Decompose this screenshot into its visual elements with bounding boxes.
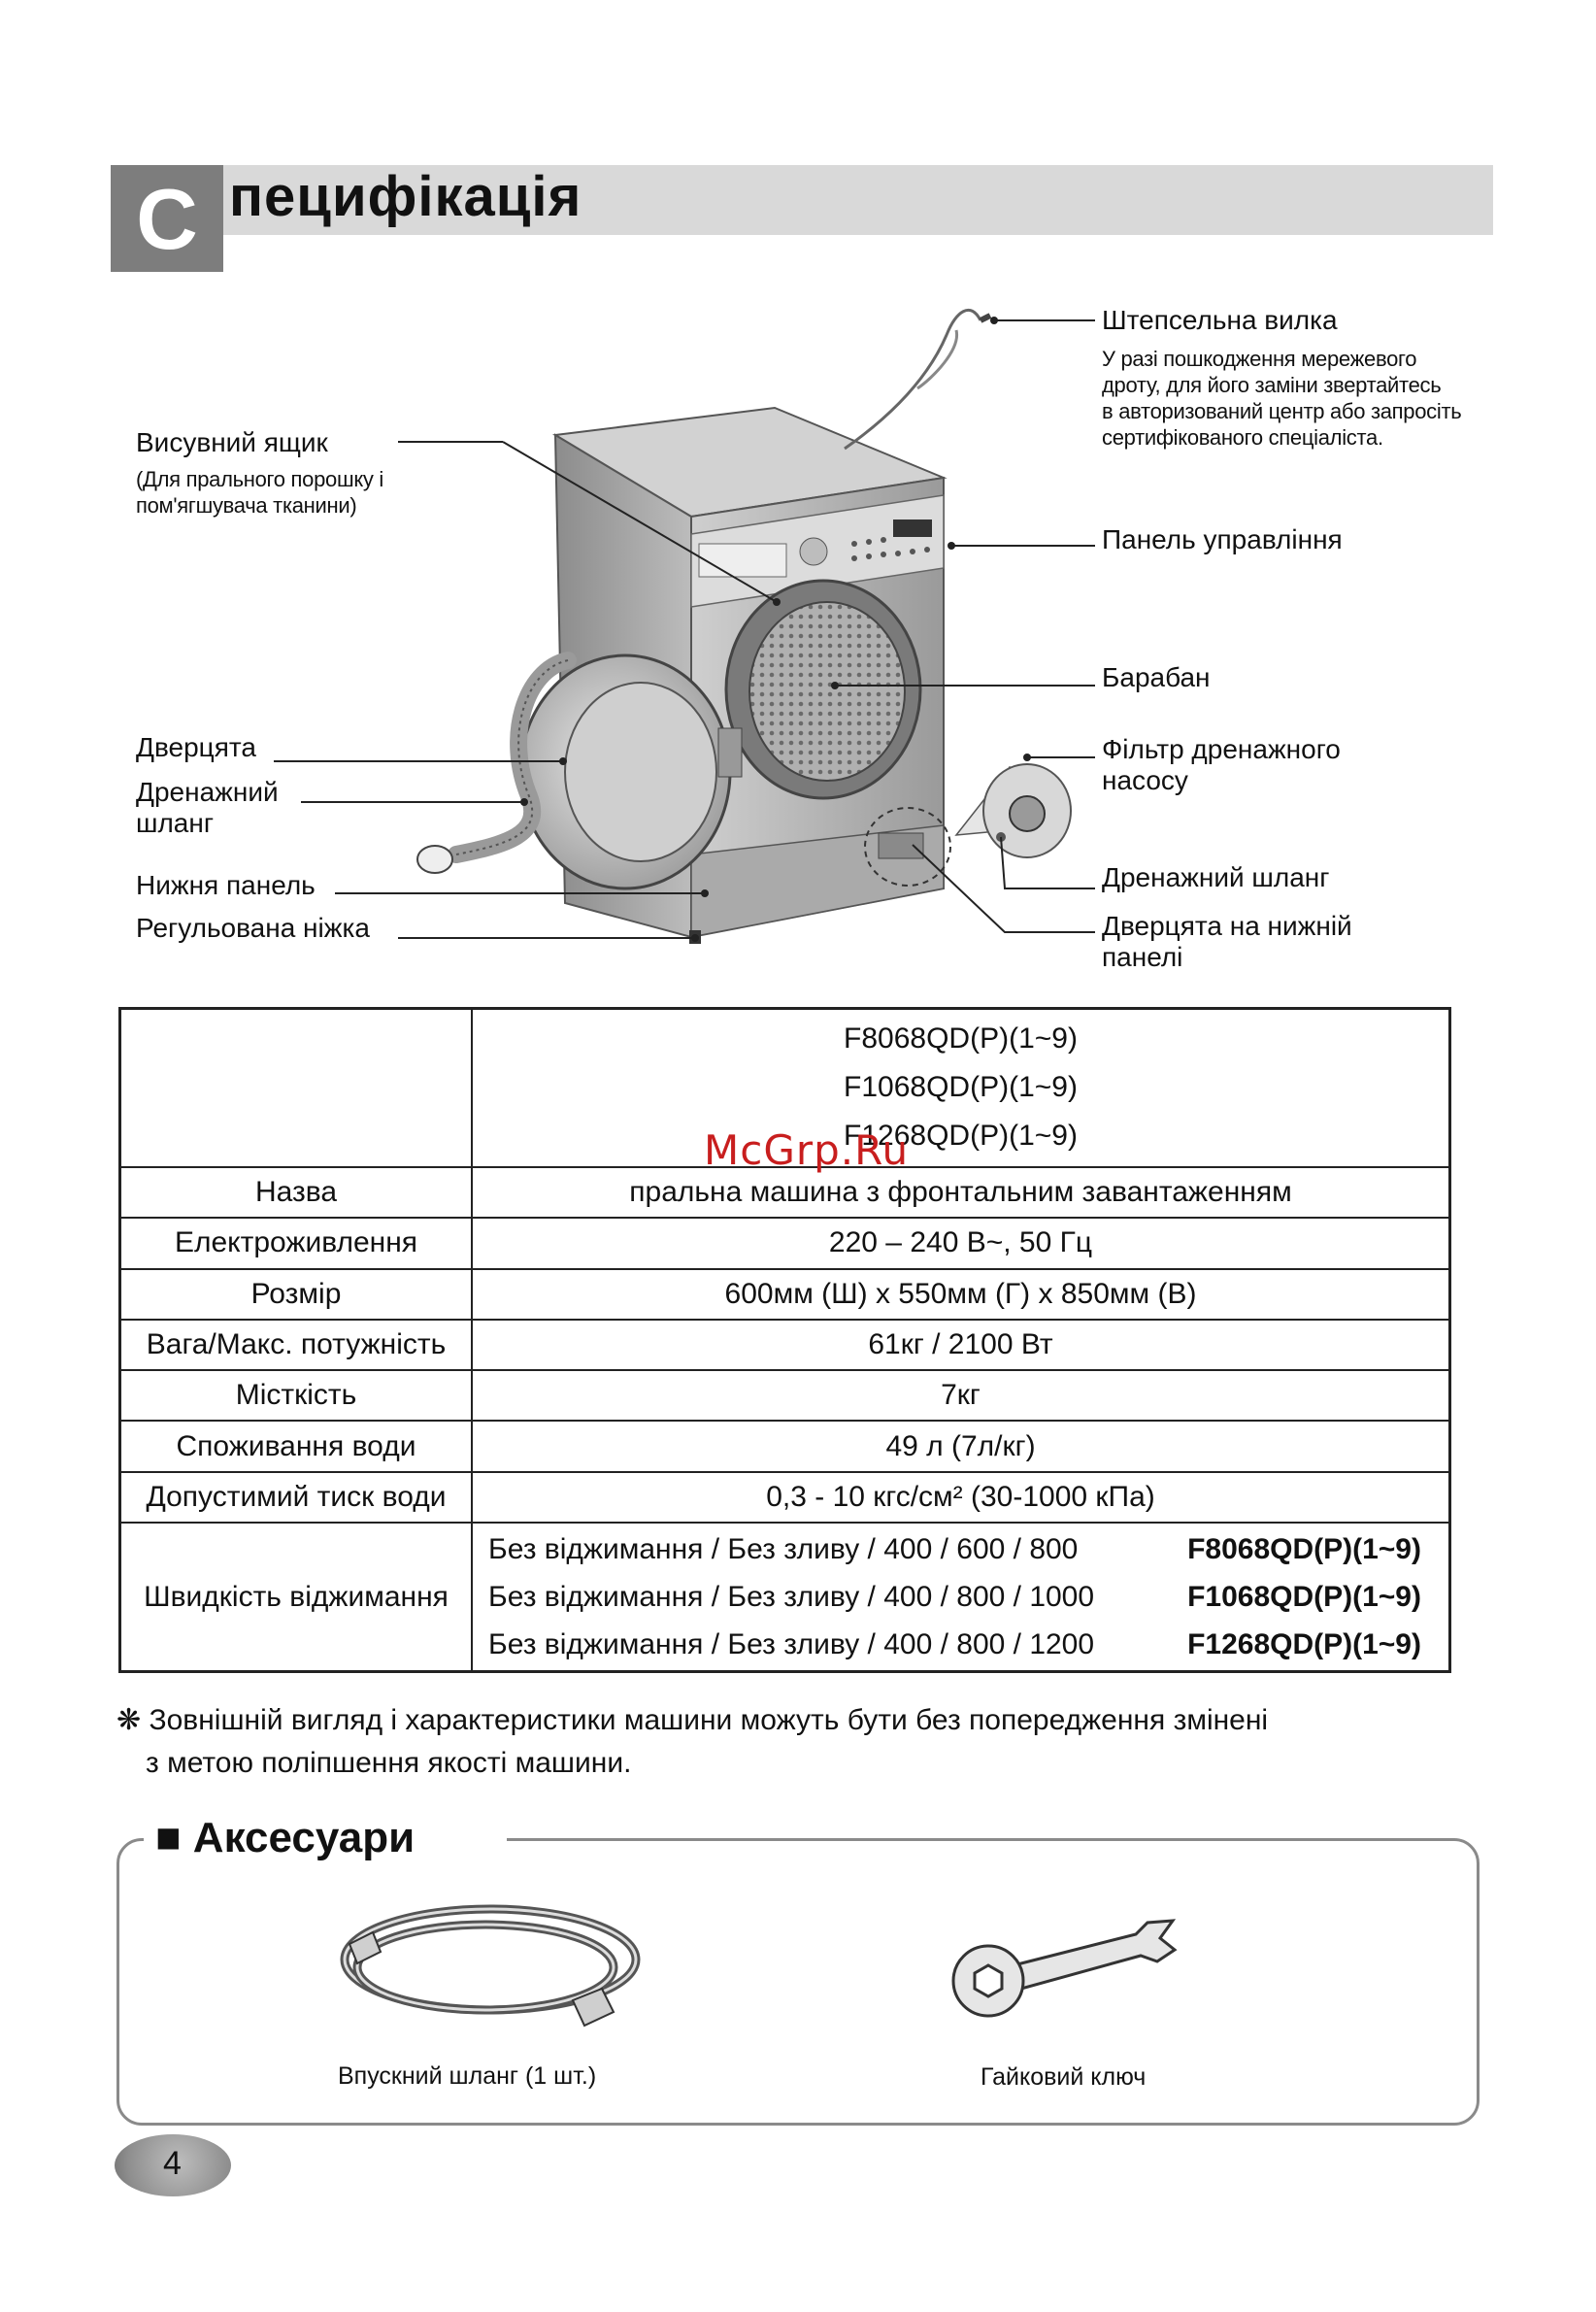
plug-label: Штепсельна вилка [1102,305,1338,335]
row-label: Допустимий тиск води [120,1472,473,1523]
drain-hose-left-label: Дренажний шланг [136,777,279,838]
table-row [120,1370,1450,1421]
page-number: 4 [163,2145,182,2182]
row-value: пральна машина з фронтальним завантаженням [472,1167,1450,1218]
row-label: Споживання води [120,1421,473,1471]
spin-speeds: Без віджимання / Без зливу / 400 / 800 / 1200 [488,1628,1095,1661]
title-initial-letter: С [136,171,198,267]
footnote: ❋ Зовнішній вигляд і характеристики машини можуть бути без попередження змінені з метою поліпшення якості машини. [116,1704,1269,1779]
drawer-label: Висувний ящик [136,427,328,457]
wrench-icon [942,1893,1194,2020]
row-value: 7кг [472,1370,1450,1421]
row-value: 61кг / 2100 Вт [472,1320,1450,1370]
row-value: 0,3 - 10 кгс/см² (30-1000 кПа) [472,1472,1450,1523]
adjustable-foot-label: Регульована ніжка [136,913,370,943]
spin-row [473,1525,1448,1573]
spin-label: Швидкість віджимання [120,1523,473,1671]
control-panel-label: Панель управління [1102,524,1343,554]
spin-model: F1268QD(P)(1~9) [1187,1628,1421,1661]
inlet-hose-icon [330,1884,650,2059]
models-cell: F8068QD(P)(1~9) F1068QD(P)(1~9) F1268QD(P)(1~9) [472,1009,1450,1167]
spin-row [473,1621,1448,1668]
row-label: Електроживлення [120,1218,473,1268]
watermark: McGrp.Ru [704,1126,910,1174]
table-row [120,1523,1450,1671]
drawer-note: (Для прального порошку і пом'ягшувача тканини) [136,467,383,518]
table-row [120,1218,1450,1268]
row-label: Назва [120,1167,473,1218]
wrench-label: Гайковий ключ [981,2063,1147,2091]
spec-table [118,1007,1451,1673]
table-row [120,1472,1450,1523]
page-title: пецифікація [229,165,582,228]
plug-note: У разі пошкодження мережевого дроту, для його заміни звертайтесь в авторизований центр або запросіть сертифікованого спеціаліста. [1102,347,1462,450]
filter-label: Фільтр дренажного насосу [1102,734,1341,795]
row-label: Вага/Макс. потужність [120,1320,473,1370]
row-label: Розмір [120,1269,473,1320]
table-row [120,1320,1450,1370]
row-value: 220 – 240 В~, 50 Гц [472,1218,1450,1268]
table-corner-cell [120,1009,473,1167]
row-value: 49 л (7л/кг) [472,1421,1450,1471]
spin-row [473,1573,1448,1621]
table-row [120,1421,1450,1471]
spin-model: F8068QD(P)(1~9) [1187,1533,1421,1566]
accessories-title: ■ Аксесуари [155,1814,416,1861]
table-row [120,1269,1450,1320]
inlet-hose-label: Впускний шланг (1 шт.) [338,2062,597,2090]
row-label: Місткість [120,1370,473,1421]
spin-values-cell [472,1523,1450,1671]
door-label: Дверцята [136,732,256,762]
spin-speeds: Без віджимання / Без зливу / 400 / 600 / 800 [488,1533,1079,1566]
spin-model: F1068QD(P)(1~9) [1187,1581,1421,1614]
drain-hose-right-label: Дренажний шланг [1102,862,1330,892]
accessories-box [116,1838,1480,2126]
table-row [120,1167,1450,1218]
bottom-panel-label: Нижня панель [136,870,316,900]
row-value: 600мм (Ш) x 550мм (Г) x 850мм (В) [472,1269,1450,1320]
spin-speeds: Без віджимання / Без зливу / 400 / 800 / 1000 [488,1581,1095,1614]
bottom-door-label: Дверцята на нижній панелі [1102,911,1352,972]
drum-label: Барабан [1102,662,1211,692]
